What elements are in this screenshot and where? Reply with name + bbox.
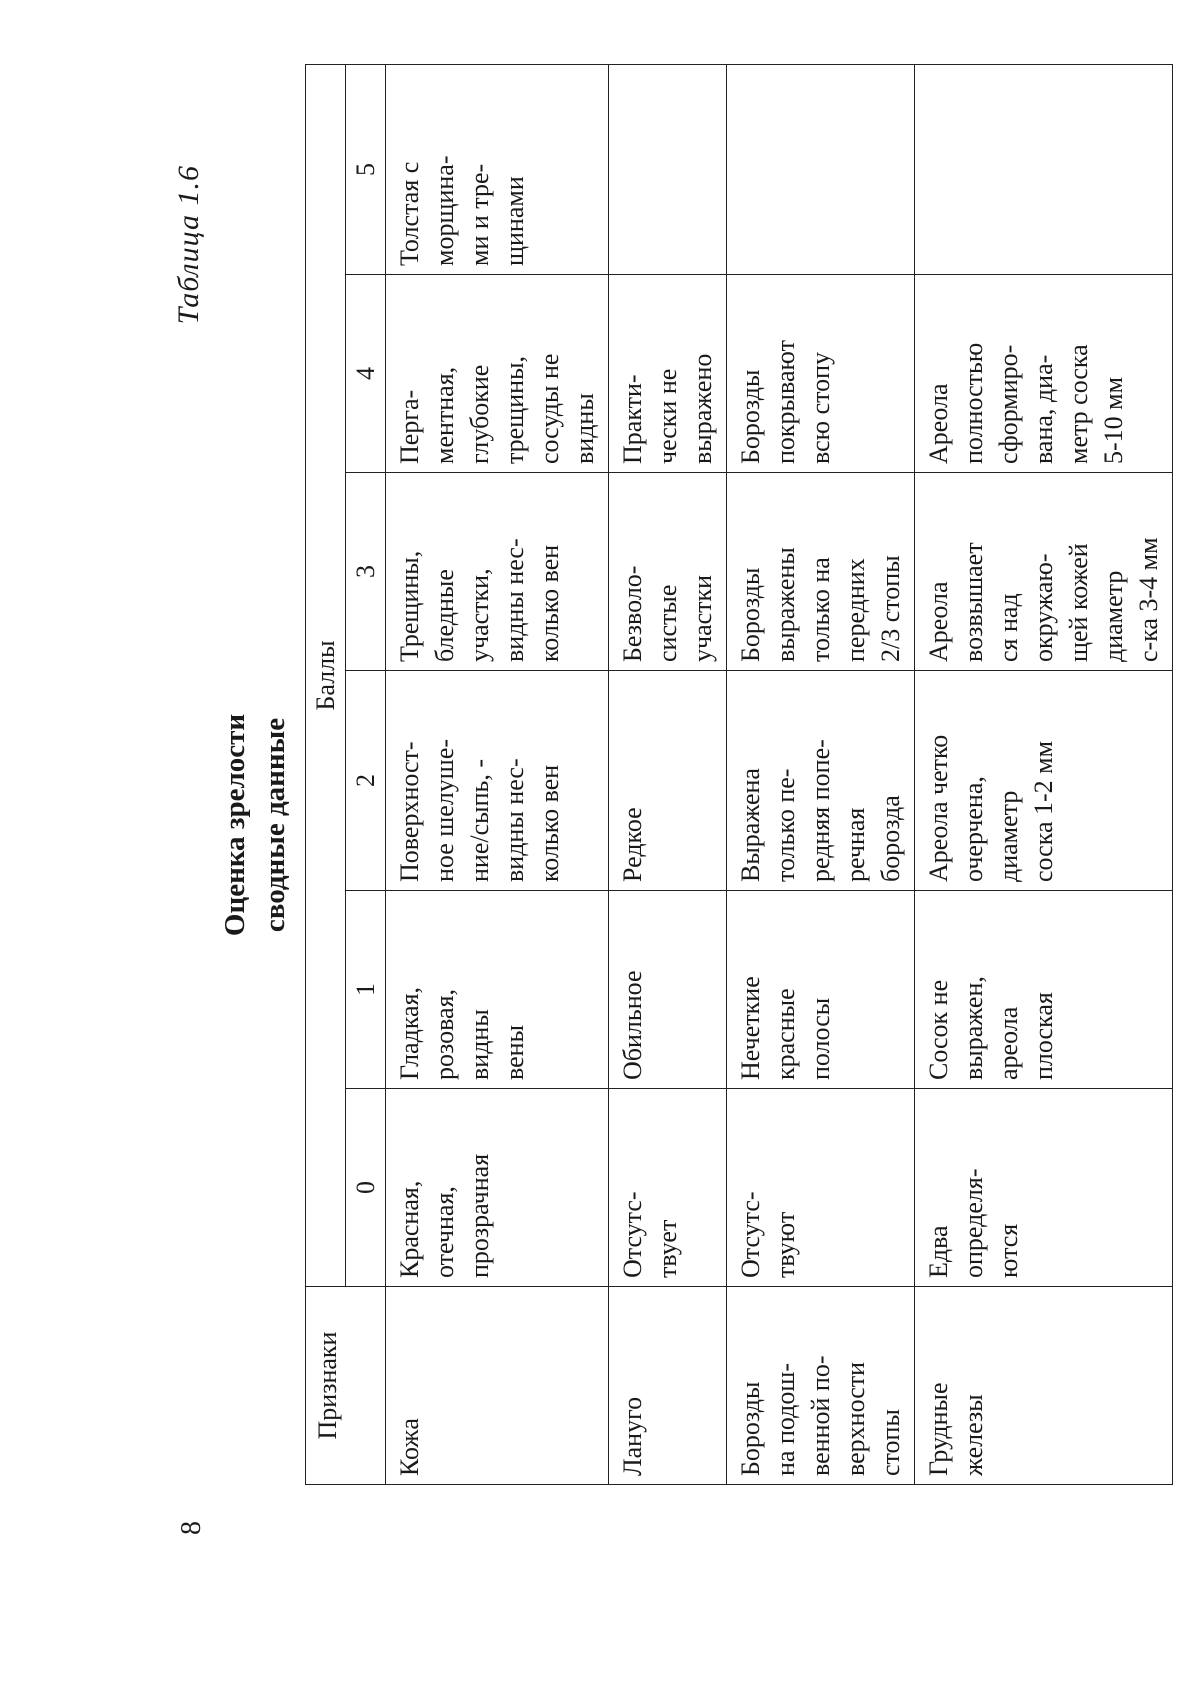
table-cell: Едва определя- ются — [915, 1089, 1173, 1287]
table-cell: Перга- ментная, глубокие трещины, сосуды не видны — [386, 275, 609, 473]
table-cell: Обильное — [609, 891, 727, 1089]
maturity-table — [305, 64, 1173, 1485]
table-cell: Поверхност- ное шелуше- ние/сыпь, - видны нес- колько вен — [386, 671, 609, 891]
table-title — [215, 165, 295, 1485]
row-sign-cell: Грудные железы — [915, 1287, 1173, 1485]
table-cell: Нечеткие красные полосы — [727, 891, 915, 1089]
row-sign-cell: Лануго — [609, 1287, 727, 1485]
table-cell — [915, 64, 1173, 274]
table-cell — [609, 64, 727, 274]
page-number: 8 — [176, 1521, 207, 1535]
table-row-skin — [386, 64, 609, 1484]
table-label: Таблица 1.6 — [172, 165, 205, 325]
table-cell: Толстая с морщина- ми и тре- щинами — [386, 64, 609, 274]
header-scores: Баллы — [306, 64, 346, 1286]
header-row-2 — [346, 64, 386, 1484]
header-row-1 — [306, 64, 346, 1484]
table-cell: Борозды выражены только на передних 2/3 стопы — [727, 473, 915, 671]
row-sign-cell: Борозды на подош- венной по- верхности стопы — [727, 1287, 915, 1485]
table-cell: Ареола полностью сформиро- вана, диа- метр соска 5-10 мм — [915, 275, 1173, 473]
table-cell: Безволо- систые участки — [609, 473, 727, 671]
table-cell: Ареола возвышает ся над окружаю- щей кожей диаметр с-ка 3-4 мм — [915, 473, 1173, 671]
score-col-3: 3 — [346, 473, 386, 671]
title-line-2: сводные данные — [259, 717, 291, 933]
table-cell: Редкое — [609, 671, 727, 891]
score-col-4: 4 — [346, 275, 386, 473]
table-row-breast — [915, 64, 1173, 1484]
score-col-1: 1 — [346, 891, 386, 1089]
header-signs: Признаки — [306, 1287, 386, 1485]
table-cell: Борозды покрывают всю стопу — [727, 275, 915, 473]
table-cell: Отсутс- твует — [609, 1089, 727, 1287]
table-cell: Красная, отечная, прозрачная — [386, 1089, 609, 1287]
score-col-0: 0 — [346, 1089, 386, 1287]
table-cell: Выражена только пе- редняя попе- речная борозда — [727, 671, 915, 891]
score-col-2: 2 — [346, 671, 386, 891]
table-row-lanugo — [609, 64, 727, 1484]
table-cell: Практи- чески не выражено — [609, 275, 727, 473]
table-cell: Гладкая, розовая, видны вены — [386, 891, 609, 1089]
table-cell: Трещины, бледные участки, видны нес- колько вен — [386, 473, 609, 671]
rotated-page-content — [172, 155, 1163, 1485]
table-row-plantar-creases — [727, 64, 915, 1484]
table-cell: Отсутс- твуют — [727, 1089, 915, 1287]
table-cell — [727, 64, 915, 274]
table-cell: Сосок не выражен, ареола плоская — [915, 891, 1173, 1089]
table-cell: Ареола четко очерчена, диаметр соска 1-2 мм — [915, 671, 1173, 891]
row-sign-cell: Кожа — [386, 1287, 609, 1485]
score-col-5: 5 — [346, 64, 386, 274]
title-line-1: Оценка зрелости — [219, 713, 251, 937]
